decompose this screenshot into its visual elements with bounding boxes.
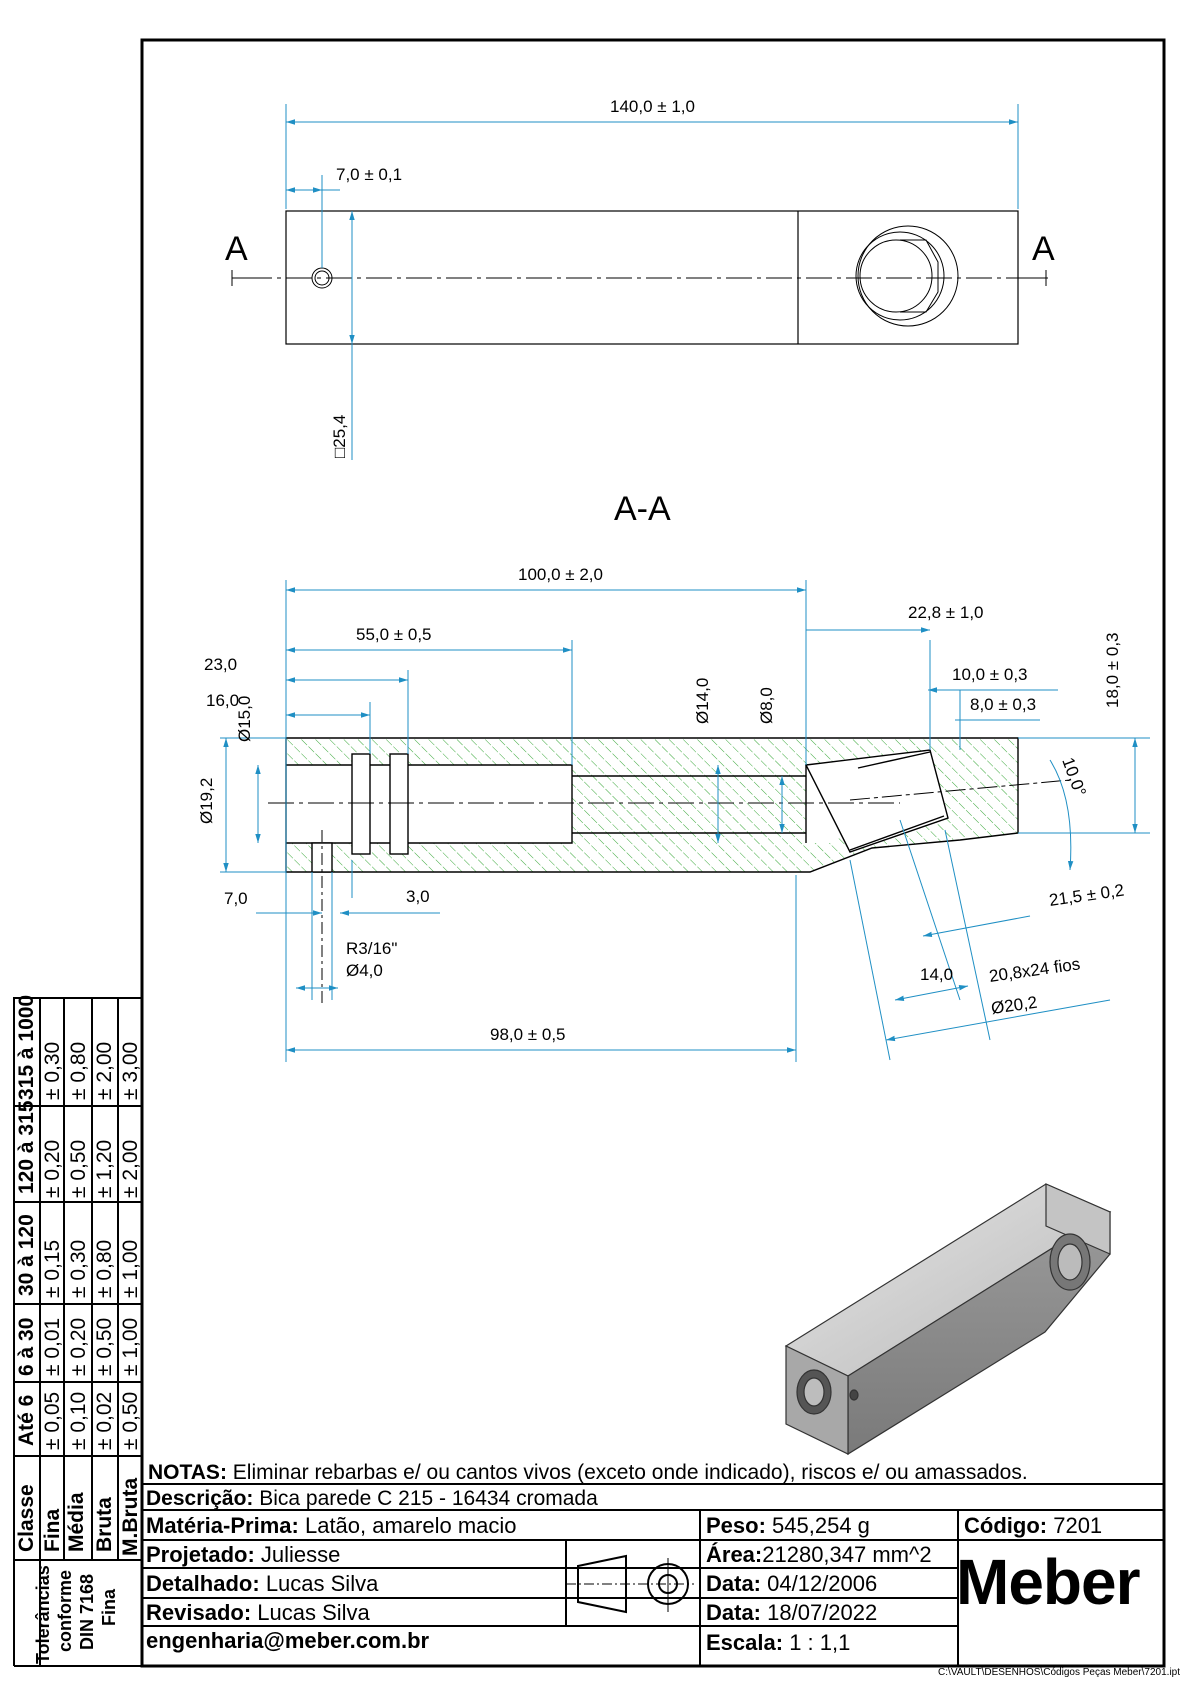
tol-row-name: Bruta [93, 1497, 116, 1552]
tol-cell: ± 1,20 [93, 1139, 116, 1198]
dim-7: 7,0 [224, 889, 248, 908]
tol-cell: ± 0,50 [93, 1317, 116, 1376]
descricao: Descrição: Bica parede C 215 - 16434 cromada [146, 1487, 598, 1510]
section-view [197, 565, 1150, 1062]
data-revisao: Data: 18/07/2022 [706, 1600, 878, 1625]
codigo: Código: 7201 [964, 1513, 1103, 1538]
meber-logo: Meber [956, 1546, 1140, 1618]
dim-hole-offset: 7,0 ± 0,1 [336, 165, 403, 184]
dim-square-section: □25,4 [330, 414, 349, 458]
top-view [225, 97, 1055, 460]
tol-cell: ± 2,00 [93, 1041, 116, 1100]
section-mark-right: A [1032, 230, 1055, 268]
dim-thread: 20,8x24 fios [987, 954, 1082, 986]
tol-footer: conforme [55, 1569, 75, 1652]
tol-cell: ± 0,01 [41, 1317, 64, 1376]
tol-header-classe: Classe [15, 1484, 38, 1552]
dim-r3-16: R3/16" [346, 939, 398, 958]
tol-cell: ± 0,80 [93, 1239, 116, 1298]
dim-98: 98,0 ± 0,5 [490, 1025, 566, 1044]
escala: Escala: 1 : 1,1 [706, 1630, 851, 1655]
tol-footer: Tolerâncias [33, 1565, 53, 1664]
tol-cell: ± 0,15 [41, 1239, 64, 1298]
tol-cell: ± 0,30 [67, 1239, 90, 1298]
dim-angle: 10,0° [1058, 754, 1090, 799]
materia-prima: Matéria-Prima: Latão, amarelo macio [146, 1513, 517, 1538]
dim-100: 100,0 ± 2,0 [518, 565, 603, 584]
dim-19-2: Ø19,2 [197, 777, 216, 824]
detalhado: Detalhado: Lucas Silva [146, 1571, 379, 1596]
projection-symbol-icon [566, 1556, 694, 1612]
dim-55: 55,0 ± 0,5 [356, 625, 432, 644]
tol-header-ate6: Até 6 [15, 1394, 38, 1446]
tol-row-name: Fina [41, 1508, 64, 1552]
tol-cell: ± 0,02 [93, 1391, 116, 1450]
dim-23: 23,0 [204, 655, 238, 674]
dim-15: Ø15,0 [235, 695, 254, 742]
dim-16: 16,0 [206, 691, 240, 710]
tol-row-name: Média [65, 1492, 88, 1552]
data-criacao: Data: 04/12/2006 [706, 1571, 878, 1596]
tol-cell: ± 0,50 [67, 1139, 90, 1198]
projetado: Projetado: Juliesse [146, 1542, 341, 1567]
area: Área:21280,347 mm^2 [706, 1542, 932, 1567]
tol-cell: ± 1,00 [119, 1239, 142, 1298]
tol-footer: DIN 7168 [77, 1573, 97, 1650]
dim-18: 18,0 ± 0,3 [1103, 632, 1122, 708]
dim-21-5: 21,5 ± 0,2 [1047, 880, 1126, 910]
revisado: Revisado: Lucas Silva [146, 1600, 370, 1625]
dim-8: Ø8,0 [757, 687, 776, 724]
dim-overall-length: 140,0 ± 1,0 [610, 97, 695, 116]
section-title: A-A [614, 490, 671, 528]
peso: Peso: 545,254 g [706, 1513, 870, 1538]
tol-cell: ± 0,20 [67, 1317, 90, 1376]
dim-4: Ø4,0 [346, 961, 383, 980]
tol-cell: ± 0,80 [67, 1041, 90, 1100]
email: engenharia@meber.com.br [146, 1628, 430, 1653]
tol-cell: ± 0,05 [41, 1391, 64, 1450]
notes: NOTAS: Eliminar rebarbas e/ ou cantos vivos (exceto onde indicado), riscos e/ ou amassados. [148, 1461, 1028, 1484]
tol-header-120a315: 120 à 315 [15, 1100, 38, 1194]
dim-14: Ø14,0 [693, 677, 712, 724]
tol-cell: ± 0,20 [41, 1139, 64, 1198]
file-path: C:\VAULT\DESENHOS\Códigos Peças Meber\7201.ipt [938, 1667, 1180, 1678]
tol-row-name: M.Bruta [119, 1477, 142, 1556]
tol-footer: Fina [99, 1588, 119, 1626]
dim-3: 3,0 [406, 887, 430, 906]
section-mark-left: A [225, 230, 248, 268]
dim-22-8: 22,8 ± 1,0 [908, 603, 984, 622]
dim-8b: 8,0 ± 0,3 [970, 695, 1037, 714]
isometric-view [786, 1184, 1110, 1454]
dim-10: 10,0 ± 0,3 [952, 665, 1028, 684]
dim-14b: 14,0 [920, 965, 954, 984]
tol-cell: ± 2,00 [119, 1139, 142, 1198]
tol-cell: ± 0,10 [67, 1391, 90, 1450]
tol-cell: ± 0,30 [41, 1041, 64, 1100]
tol-cell: ± 1,00 [119, 1317, 142, 1376]
tol-cell: ± 0,50 [119, 1391, 142, 1450]
dim-20-2: Ø20,2 [989, 992, 1039, 1018]
tol-cell: ± 3,00 [119, 1041, 142, 1100]
tol-header-6a30: 6 à 30 [15, 1317, 38, 1376]
tol-header-315a1000: 315 à 1000 [15, 994, 38, 1100]
tol-header-30a120: 30 à 120 [15, 1214, 38, 1296]
